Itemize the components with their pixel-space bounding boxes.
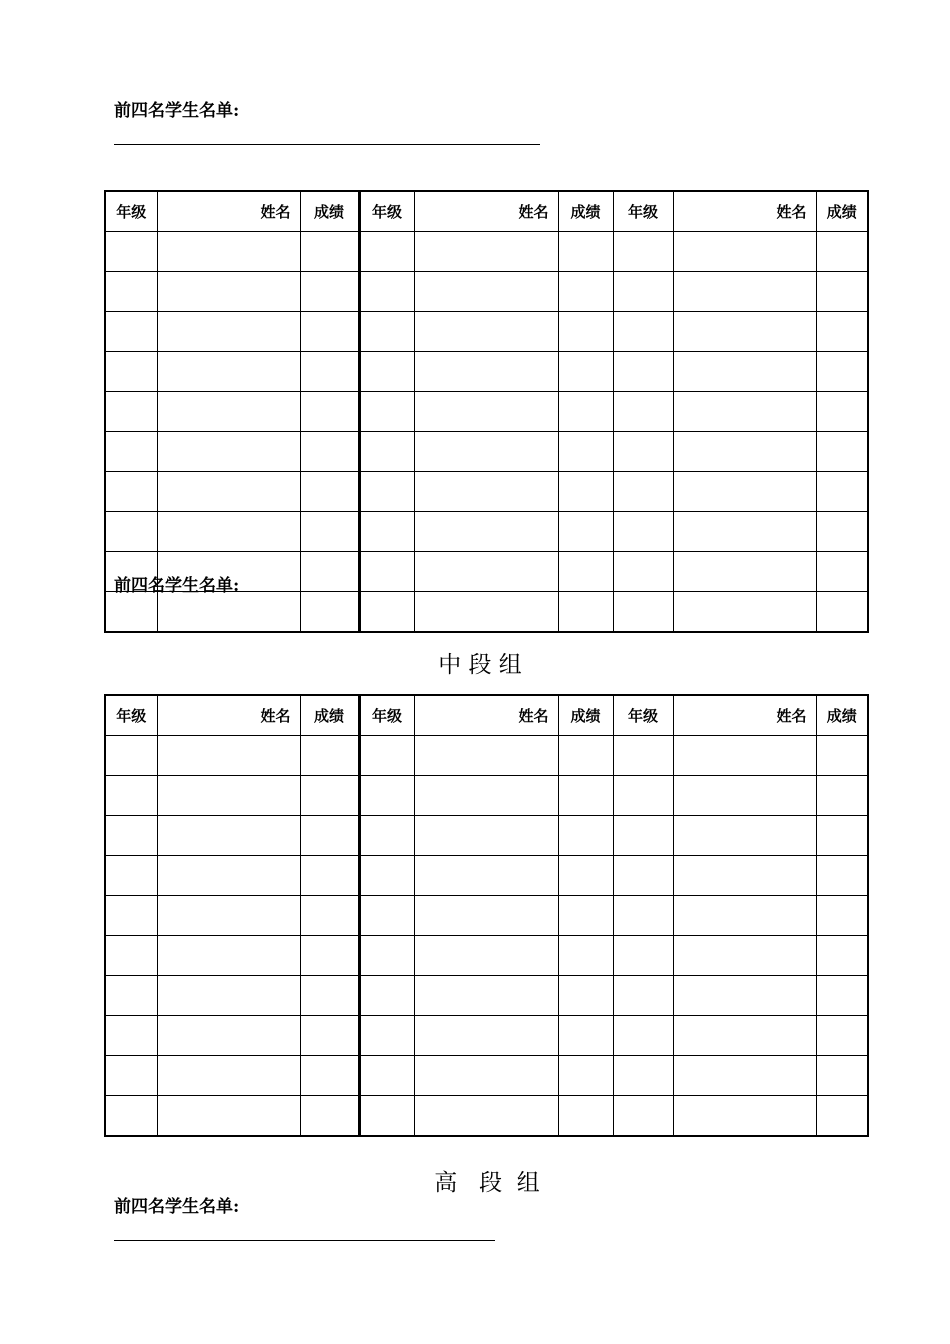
table-row bbox=[105, 1056, 868, 1096]
table-cell[interactable] bbox=[558, 472, 613, 512]
table-cell[interactable] bbox=[300, 776, 359, 816]
table-cell[interactable] bbox=[157, 272, 300, 312]
table-cell[interactable] bbox=[613, 1056, 673, 1096]
table-cell[interactable] bbox=[558, 432, 613, 472]
table-cell[interactable] bbox=[359, 272, 414, 312]
table-cell[interactable] bbox=[613, 856, 673, 896]
table-cell[interactable] bbox=[359, 1056, 414, 1096]
table-cell[interactable] bbox=[816, 392, 868, 432]
table-cell[interactable] bbox=[414, 896, 558, 936]
table-cell[interactable] bbox=[157, 976, 300, 1016]
table-cell[interactable] bbox=[673, 512, 816, 552]
table-cell[interactable] bbox=[300, 816, 359, 856]
header-name: 姓名 bbox=[157, 695, 300, 736]
table-row bbox=[105, 592, 868, 633]
table-cell[interactable] bbox=[613, 552, 673, 592]
table-cell[interactable] bbox=[359, 472, 414, 512]
table-cell[interactable] bbox=[157, 232, 300, 272]
score-table-middle bbox=[104, 694, 869, 1137]
table-row bbox=[105, 976, 868, 1016]
table-cell[interactable] bbox=[673, 1016, 816, 1056]
table-cell[interactable] bbox=[673, 856, 816, 896]
table-cell[interactable] bbox=[157, 512, 300, 552]
table-row bbox=[105, 352, 868, 392]
table-cell[interactable] bbox=[558, 936, 613, 976]
table-cell[interactable] bbox=[105, 352, 157, 392]
table-cell[interactable] bbox=[673, 272, 816, 312]
table-cell[interactable] bbox=[558, 856, 613, 896]
table-row bbox=[105, 1016, 868, 1056]
table-cell[interactable] bbox=[673, 592, 816, 633]
table-cell[interactable] bbox=[613, 976, 673, 1016]
table-cell[interactable] bbox=[414, 312, 558, 352]
table-cell[interactable] bbox=[105, 472, 157, 512]
table-cell[interactable] bbox=[613, 736, 673, 776]
middle-group-title: 中 段 组 bbox=[438, 652, 522, 678]
table-row bbox=[105, 1096, 868, 1137]
table-cell[interactable] bbox=[816, 552, 868, 592]
header-score: 成绩 bbox=[300, 695, 359, 736]
table-cell[interactable] bbox=[300, 936, 359, 976]
table-cell[interactable] bbox=[414, 1016, 558, 1056]
table-cell[interactable] bbox=[300, 736, 359, 776]
table-cell[interactable] bbox=[558, 736, 613, 776]
table-header-row bbox=[105, 695, 868, 736]
header-score: 成绩 bbox=[558, 695, 613, 736]
table-row bbox=[105, 272, 868, 312]
table-cell[interactable] bbox=[105, 976, 157, 1016]
table-row bbox=[105, 936, 868, 976]
table-cell[interactable] bbox=[359, 552, 414, 592]
table-row bbox=[105, 232, 868, 272]
table-cell[interactable] bbox=[300, 432, 359, 472]
table-cell[interactable] bbox=[157, 312, 300, 352]
table-cell[interactable] bbox=[816, 816, 868, 856]
table-cell[interactable] bbox=[673, 736, 816, 776]
table-cell[interactable] bbox=[673, 352, 816, 392]
table-cell[interactable] bbox=[359, 976, 414, 1016]
high-group-title: 高 段 组 bbox=[434, 1170, 540, 1196]
header-grade: 年级 bbox=[105, 695, 157, 736]
table-cell[interactable] bbox=[359, 936, 414, 976]
table-cell[interactable] bbox=[558, 392, 613, 432]
header-grade: 年级 bbox=[613, 695, 673, 736]
header-name: 姓名 bbox=[157, 191, 300, 232]
table-cell[interactable] bbox=[613, 472, 673, 512]
table-cell[interactable] bbox=[359, 232, 414, 272]
table-cell[interactable] bbox=[613, 392, 673, 432]
table-cell[interactable] bbox=[157, 472, 300, 512]
table-cell[interactable] bbox=[673, 896, 816, 936]
table-cell[interactable] bbox=[558, 272, 613, 312]
table-cell[interactable] bbox=[157, 352, 300, 392]
table-cell[interactable] bbox=[558, 352, 613, 392]
table-cell[interactable] bbox=[157, 776, 300, 816]
table-cell[interactable] bbox=[816, 472, 868, 512]
header-grade: 年级 bbox=[359, 191, 414, 232]
table-cell[interactable] bbox=[414, 512, 558, 552]
table-cell[interactable] bbox=[414, 472, 558, 512]
table-cell[interactable] bbox=[558, 776, 613, 816]
header-grade: 年级 bbox=[105, 191, 157, 232]
table-cell[interactable] bbox=[613, 432, 673, 472]
top-list-underline bbox=[114, 144, 540, 145]
table-cell[interactable] bbox=[359, 816, 414, 856]
table-cell[interactable] bbox=[816, 352, 868, 392]
table-cell[interactable] bbox=[613, 936, 673, 976]
table-cell[interactable] bbox=[414, 232, 558, 272]
table-cell[interactable] bbox=[613, 512, 673, 552]
table-cell[interactable] bbox=[613, 312, 673, 352]
table-row bbox=[105, 312, 868, 352]
table-row bbox=[105, 816, 868, 856]
table-cell[interactable] bbox=[105, 896, 157, 936]
table-cell[interactable] bbox=[414, 392, 558, 432]
table-cell[interactable] bbox=[105, 312, 157, 352]
table-cell[interactable] bbox=[300, 472, 359, 512]
table-cell[interactable] bbox=[359, 1016, 414, 1056]
table-cell[interactable] bbox=[613, 592, 673, 633]
table-cell[interactable] bbox=[414, 352, 558, 392]
table-cell[interactable] bbox=[300, 592, 359, 633]
table-cell[interactable] bbox=[105, 1056, 157, 1096]
table-cell[interactable] bbox=[816, 856, 868, 896]
table-cell[interactable] bbox=[816, 432, 868, 472]
table-cell[interactable] bbox=[558, 552, 613, 592]
table-cell[interactable] bbox=[359, 736, 414, 776]
table-cell[interactable] bbox=[359, 352, 414, 392]
table-cell[interactable] bbox=[816, 512, 868, 552]
table-cell[interactable] bbox=[359, 776, 414, 816]
table-cell[interactable] bbox=[673, 432, 816, 472]
top-list-label: 前四名学生名单: bbox=[114, 101, 240, 121]
table-cell[interactable] bbox=[558, 312, 613, 352]
table-cell[interactable] bbox=[300, 1056, 359, 1096]
table-cell[interactable] bbox=[105, 736, 157, 776]
table-cell[interactable] bbox=[157, 736, 300, 776]
table-cell[interactable] bbox=[105, 856, 157, 896]
table-cell[interactable] bbox=[414, 736, 558, 776]
table-cell[interactable] bbox=[673, 976, 816, 1016]
table-cell[interactable] bbox=[816, 1096, 868, 1137]
table-cell[interactable] bbox=[414, 432, 558, 472]
table-cell[interactable] bbox=[300, 976, 359, 1016]
table-cell[interactable] bbox=[105, 432, 157, 472]
table-cell[interactable] bbox=[300, 1096, 359, 1137]
table-cell[interactable] bbox=[157, 1096, 300, 1137]
table-cell[interactable] bbox=[816, 936, 868, 976]
table-cell[interactable] bbox=[105, 1096, 157, 1137]
table-cell[interactable] bbox=[816, 592, 868, 633]
table-cell[interactable] bbox=[414, 1056, 558, 1096]
table-cell[interactable] bbox=[300, 232, 359, 272]
table-cell[interactable] bbox=[558, 232, 613, 272]
table-row bbox=[105, 432, 868, 472]
table-cell[interactable] bbox=[157, 896, 300, 936]
header-name: 姓名 bbox=[673, 695, 816, 736]
table-cell[interactable] bbox=[300, 272, 359, 312]
table-cell[interactable] bbox=[414, 776, 558, 816]
table-cell[interactable] bbox=[816, 976, 868, 1016]
table-cell[interactable] bbox=[816, 896, 868, 936]
table-cell[interactable] bbox=[157, 856, 300, 896]
table-cell[interactable] bbox=[105, 392, 157, 432]
table-cell[interactable] bbox=[414, 592, 558, 633]
table-cell[interactable] bbox=[558, 816, 613, 856]
table-cell[interactable] bbox=[359, 512, 414, 552]
table-cell[interactable] bbox=[816, 232, 868, 272]
table-cell[interactable] bbox=[105, 816, 157, 856]
table-cell[interactable] bbox=[816, 776, 868, 816]
table-cell[interactable] bbox=[300, 512, 359, 552]
table-cell[interactable] bbox=[673, 312, 816, 352]
table-cell[interactable] bbox=[673, 472, 816, 512]
table-cell[interactable] bbox=[613, 816, 673, 856]
header-grade: 年级 bbox=[359, 695, 414, 736]
table-cell[interactable] bbox=[105, 936, 157, 976]
table-cell[interactable] bbox=[105, 512, 157, 552]
table-header-row bbox=[105, 191, 868, 232]
table-cell[interactable] bbox=[613, 1016, 673, 1056]
header-score: 成绩 bbox=[816, 695, 868, 736]
header-name: 姓名 bbox=[414, 191, 558, 232]
score-table-first bbox=[104, 190, 869, 633]
table-cell[interactable] bbox=[558, 976, 613, 1016]
table-cell[interactable] bbox=[105, 1016, 157, 1056]
table-cell[interactable] bbox=[558, 592, 613, 633]
table-cell[interactable] bbox=[157, 1016, 300, 1056]
table-cell[interactable] bbox=[613, 896, 673, 936]
table-cell[interactable] bbox=[673, 1096, 816, 1137]
table-cell[interactable] bbox=[359, 392, 414, 432]
table-cell[interactable] bbox=[105, 776, 157, 816]
table-cell[interactable] bbox=[359, 856, 414, 896]
table-cell[interactable] bbox=[414, 856, 558, 896]
table-cell[interactable] bbox=[359, 592, 414, 633]
table-cell[interactable] bbox=[414, 936, 558, 976]
table-cell[interactable] bbox=[816, 272, 868, 312]
table-cell[interactable] bbox=[613, 272, 673, 312]
table-cell[interactable] bbox=[414, 976, 558, 1016]
table-cell[interactable] bbox=[105, 592, 157, 633]
table-row bbox=[105, 512, 868, 552]
table-cell[interactable] bbox=[816, 1056, 868, 1096]
header-name: 姓名 bbox=[414, 695, 558, 736]
table-cell[interactable] bbox=[359, 312, 414, 352]
table-cell[interactable] bbox=[673, 816, 816, 856]
table-cell[interactable] bbox=[816, 312, 868, 352]
table-cell[interactable] bbox=[157, 816, 300, 856]
header-name: 姓名 bbox=[673, 191, 816, 232]
header-grade: 年级 bbox=[613, 191, 673, 232]
table-cell[interactable] bbox=[414, 272, 558, 312]
table-cell[interactable] bbox=[300, 352, 359, 392]
table-cell[interactable] bbox=[673, 776, 816, 816]
table-cell[interactable] bbox=[613, 776, 673, 816]
header-score: 成绩 bbox=[558, 191, 613, 232]
table-cell[interactable] bbox=[359, 896, 414, 936]
table-row bbox=[105, 736, 868, 776]
table-cell[interactable] bbox=[300, 552, 359, 592]
table-cell[interactable] bbox=[157, 392, 300, 432]
table-cell[interactable] bbox=[558, 1096, 613, 1137]
table-cell[interactable] bbox=[673, 936, 816, 976]
table-cell[interactable] bbox=[613, 352, 673, 392]
table-cell[interactable] bbox=[300, 856, 359, 896]
table-row bbox=[105, 856, 868, 896]
table-cell[interactable] bbox=[300, 896, 359, 936]
header-score: 成绩 bbox=[816, 191, 868, 232]
table-cell[interactable] bbox=[157, 592, 300, 633]
table-row bbox=[105, 776, 868, 816]
table-cell[interactable] bbox=[613, 232, 673, 272]
table-row bbox=[105, 472, 868, 512]
table-row bbox=[105, 896, 868, 936]
table-cell[interactable] bbox=[673, 1056, 816, 1096]
table-cell[interactable] bbox=[105, 272, 157, 312]
table-cell[interactable] bbox=[359, 1096, 414, 1137]
table-row bbox=[105, 392, 868, 432]
table-cell[interactable] bbox=[105, 232, 157, 272]
table-cell[interactable] bbox=[414, 1096, 558, 1137]
table-cell[interactable] bbox=[673, 232, 816, 272]
overlay-list-label: 前四名学生名单: bbox=[114, 576, 240, 596]
table-cell[interactable] bbox=[558, 1016, 613, 1056]
table-cell[interactable] bbox=[300, 1016, 359, 1056]
table-cell[interactable] bbox=[613, 1096, 673, 1137]
table-cell[interactable] bbox=[157, 1056, 300, 1096]
table-cell[interactable] bbox=[414, 552, 558, 592]
table-cell[interactable] bbox=[157, 432, 300, 472]
table-cell[interactable] bbox=[816, 1016, 868, 1056]
table-cell[interactable] bbox=[673, 552, 816, 592]
table-cell[interactable] bbox=[414, 816, 558, 856]
table-cell[interactable] bbox=[558, 896, 613, 936]
table-cell[interactable] bbox=[558, 512, 613, 552]
table-cell[interactable] bbox=[300, 392, 359, 432]
high-list-label: 前四名学生名单: bbox=[114, 1197, 240, 1217]
table-cell[interactable] bbox=[673, 392, 816, 432]
table-cell[interactable] bbox=[816, 736, 868, 776]
table-cell[interactable] bbox=[359, 432, 414, 472]
high-list-underline bbox=[114, 1240, 495, 1241]
table-cell[interactable] bbox=[157, 936, 300, 976]
table-cell[interactable] bbox=[300, 312, 359, 352]
header-score: 成绩 bbox=[300, 191, 359, 232]
table-cell[interactable] bbox=[558, 1056, 613, 1096]
